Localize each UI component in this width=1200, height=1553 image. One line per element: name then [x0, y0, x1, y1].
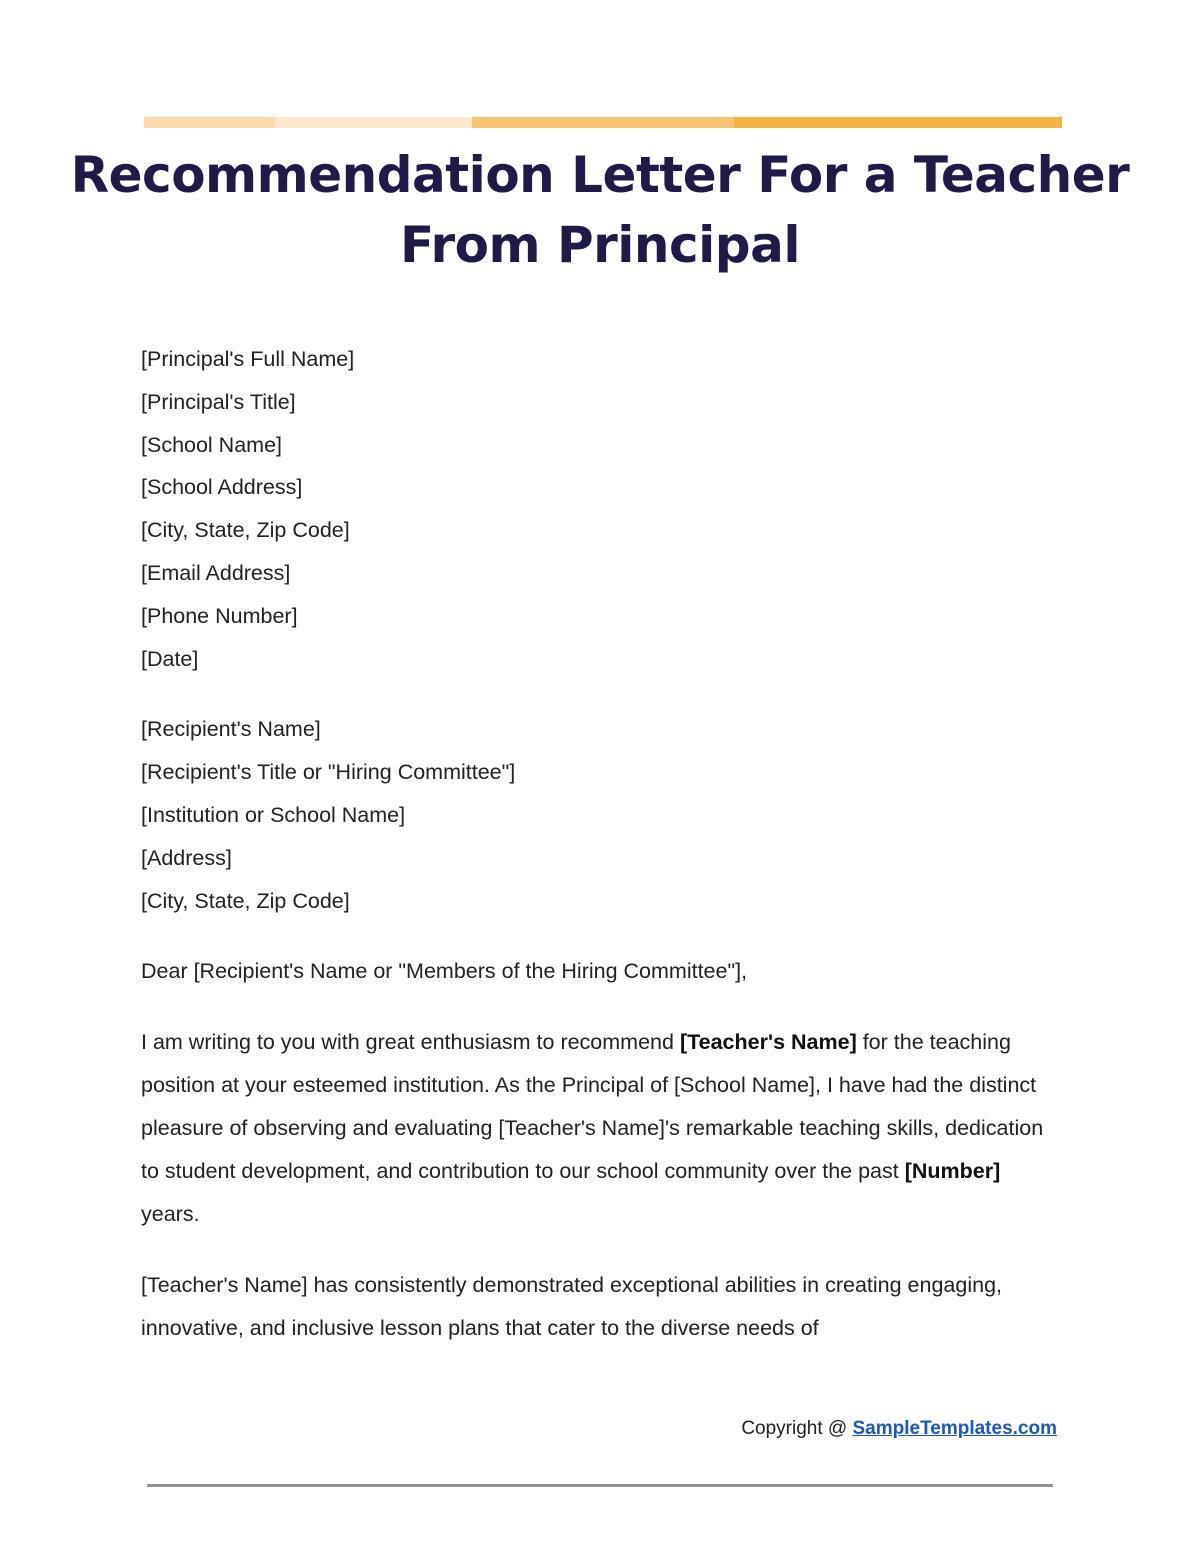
body-paragraph-2: [Teacher's Name] has consistently demonstrated exceptional abilities in creating engaging, innovative, and inclusive lesson plans that cater to the diverse needs of	[141, 1273, 1003, 1341]
sampletemplates-link[interactable]: SampleTemplates.com	[852, 1418, 1057, 1439]
accent-bar	[144, 117, 1062, 128]
copyright-text: Copyright @	[741, 1418, 853, 1439]
sender-line: [Principal's Title]	[141, 389, 296, 414]
accent-bar-segment	[472, 117, 734, 128]
sender-line: [Phone Number]	[141, 603, 298, 628]
sender-line: [Principal's Full Name]	[141, 347, 355, 371]
recipient-line: [Recipient's Title or "Hiring Committee"]	[141, 760, 516, 785]
sender-address-block	[141, 338, 1061, 680]
recipient-line: [Recipient's Name]	[141, 717, 321, 742]
number-placeholder: [Number]	[904, 1159, 1001, 1184]
sender-line: [Email Address]	[141, 560, 291, 585]
recipient-line: [Institution or School Name]	[141, 802, 406, 827]
document-title: Recommendation Letter For a Teacher From Principal	[70, 146, 1130, 274]
sender-line: [School Name]	[141, 432, 283, 457]
recipient-line: [Address]	[141, 845, 232, 870]
teacher-name-placeholder: [Teacher's Name]	[679, 1030, 857, 1055]
copyright-notice	[741, 1418, 1057, 1440]
letter-body	[141, 338, 1061, 1350]
accent-bar-segment	[275, 117, 472, 128]
sender-line: [School Address]	[141, 475, 303, 500]
recipient-address-block	[141, 708, 1061, 922]
salutation: Dear [Recipient's Name or "Members of the Hiring Committee"],	[141, 959, 748, 984]
sender-line: [Date]	[141, 646, 199, 671]
sender-line: [City, State, Zip Code]	[141, 518, 350, 543]
accent-bar-segment	[144, 117, 275, 128]
body-paragraph-1: I am writing to you with great enthusiasm to recommend [Teacher's Name] for the teaching position at your esteemed institution. As the Principal of [School Name], I have had the distinct pleasure of observing and evaluating [Teacher's Name]'s remarkable teaching skills, dedication to student development, and contribution to our school community over the past [Number] years.	[141, 1030, 1044, 1227]
footer-divider	[147, 1484, 1053, 1487]
accent-bar-segment	[734, 117, 1062, 128]
recipient-line: [City, State, Zip Code]	[141, 888, 350, 913]
